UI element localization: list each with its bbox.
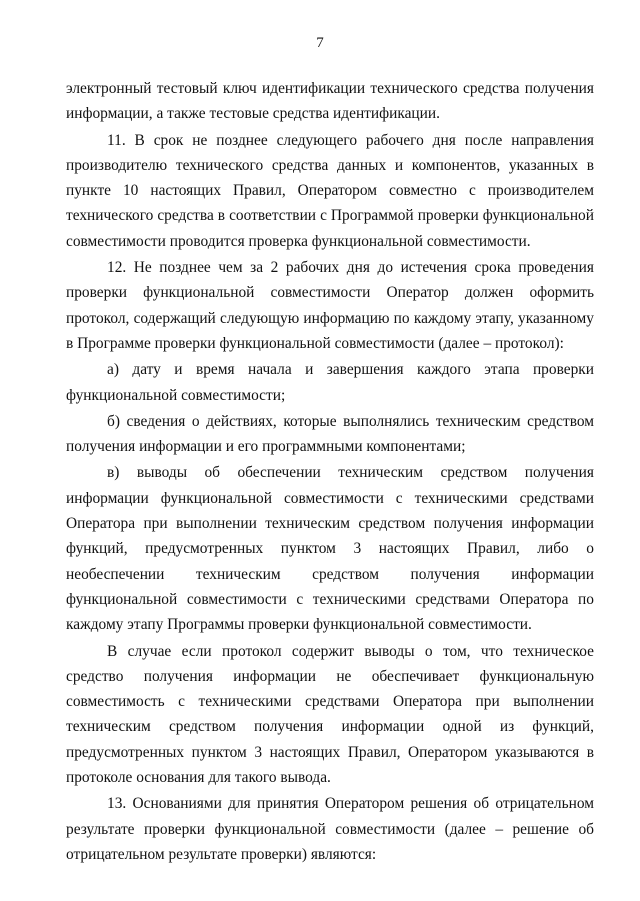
paragraph-continuation: электронный тестовый ключ идентификации технического средства получения информации, а также тестовые средства идентификации. xyxy=(66,80,594,123)
page-number: 7 xyxy=(316,35,324,51)
subitem-12-v: в) выводы об обеспечении техническим средством получения информации функциональной совместимости с техническими средствами Оператора при выполнении техническим средством получения информации функций, предусмотренных пунктом 3 настоящих Правил, либо о необеспечении техническим средством получения информации функциональной совместимости с техническими средствами Оператора по каждому этапу Программы проверки функциональной совместимости. xyxy=(66,464,594,634)
paragraph-item-13: 13. Основаниями для принятия Оператором решения об отрицательном результате проверки функциональной совместимости (далее – решение об отрицательном результате проверки) являются: xyxy=(66,795,594,863)
subitem-12-b: б) сведения о действиях, которые выполнялись техническим средством получения информации и его программными компонентами; xyxy=(66,412,594,456)
document-body xyxy=(66,76,594,868)
paragraph-item-12: 12. Не позднее чем за 2 рабочих дня до истечения срока проведения проверки функциональной совместимости Оператор должен оформить протокол, содержащий следующую информацию по каждому этапу, указанному в Программе проверки функциональной совместимости (далее – протокол): xyxy=(66,259,594,352)
subitem-12-a: а) дату и время начала и завершения каждого этапа проверки функциональной совместимости; xyxy=(66,361,594,404)
paragraph-item-12-case: В случае если протокол содержит выводы о том, что техническое средство получения информации не обеспечивает функциональную совместимость с техническими средствами Оператора при выполнении техническим средством получения информации одной из функций, предусмотренных пунктом 3 настоящих Правил, Оператором указываются в протоколе основания для такого вывода. xyxy=(66,642,594,787)
paragraph-item-11: 11. В срок не позднее следующего рабочего дня после направления производителю технического средства данных и компонентов, указанных в пункте 10 настоящих Правил, Оператором совместно с производителем технического средства в соответствии с Программой проверки функциональной совместимости проводится проверка функциональной совместимости. xyxy=(66,131,594,250)
